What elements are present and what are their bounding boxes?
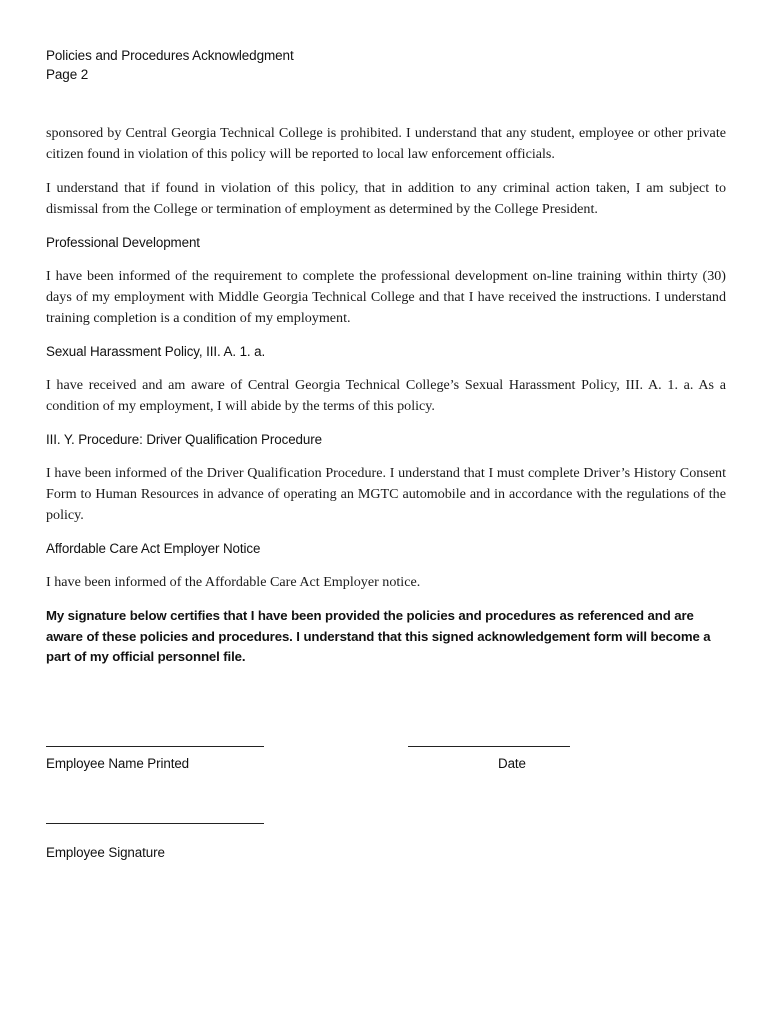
employee-signature-label: Employee Signature <box>46 845 165 860</box>
section-heading-professional-development: Professional Development <box>46 235 200 250</box>
date-label: Date <box>498 756 526 771</box>
section-heading-sexual-harassment: Sexual Harassment Policy, III. A. 1. a. <box>46 344 266 359</box>
section-body-sexual-harassment: I have received and am aware of Central Georgia Technical College’s Sexual Harassment Policy, III. A. 1. a. As a condition of my employment, I will abide by the terms of this policy. <box>46 377 726 414</box>
document-title: Policies and Procedures Acknowledgment <box>46 48 294 63</box>
section-body-affordable-care-act: I have been informed of the Affordable Care Act Employer notice. <box>46 574 421 590</box>
dismissal-paragraph: I understand that if found in violation of this policy, that in addition to any criminal action taken, I am subject to dismissal from the College or termination of employment as determined by the College President. <box>46 180 726 217</box>
section-heading-affordable-care-act: Affordable Care Act Employer Notice <box>46 541 261 556</box>
certification-statement: My signature below certifies that I have been provided the policies and procedures as referenced and are aware of these policies and procedures. I understand that this signed acknowledgement form will become a part of my official personnel file. <box>46 608 711 664</box>
document-header <box>46 46 726 84</box>
continuation-paragraph: sponsored by Central Georgia Technical College is prohibited. I understand that any student, employee or other private citizen found in violation of this policy will be reported to local law enforcement officials. <box>46 125 726 162</box>
document-page <box>46 46 726 668</box>
date-line[interactable] <box>408 746 570 747</box>
page-number: Page 2 <box>46 67 89 82</box>
section-body-driver-qualification: I have been informed of the Driver Qualification Procedure. I understand that I must complete Driver’s History Consent Form to Human Resources in advance of operating an MGTC automobile and in accordance with the regulations of the policy. <box>46 465 726 523</box>
employee-name-label: Employee Name Printed <box>46 756 190 771</box>
employee-signature-line[interactable] <box>46 823 264 824</box>
section-body-professional-development: I have been informed of the requirement to complete the professional development on-line training within thirty (30) days of my employment with Middle Georgia Technical College and that I have received the instructions. I understand training completion is a condition of my employment. <box>46 268 726 326</box>
employee-name-line[interactable] <box>46 746 264 747</box>
section-heading-driver-qualification: III. Y. Procedure: Driver Qualification Procedure <box>46 432 322 447</box>
